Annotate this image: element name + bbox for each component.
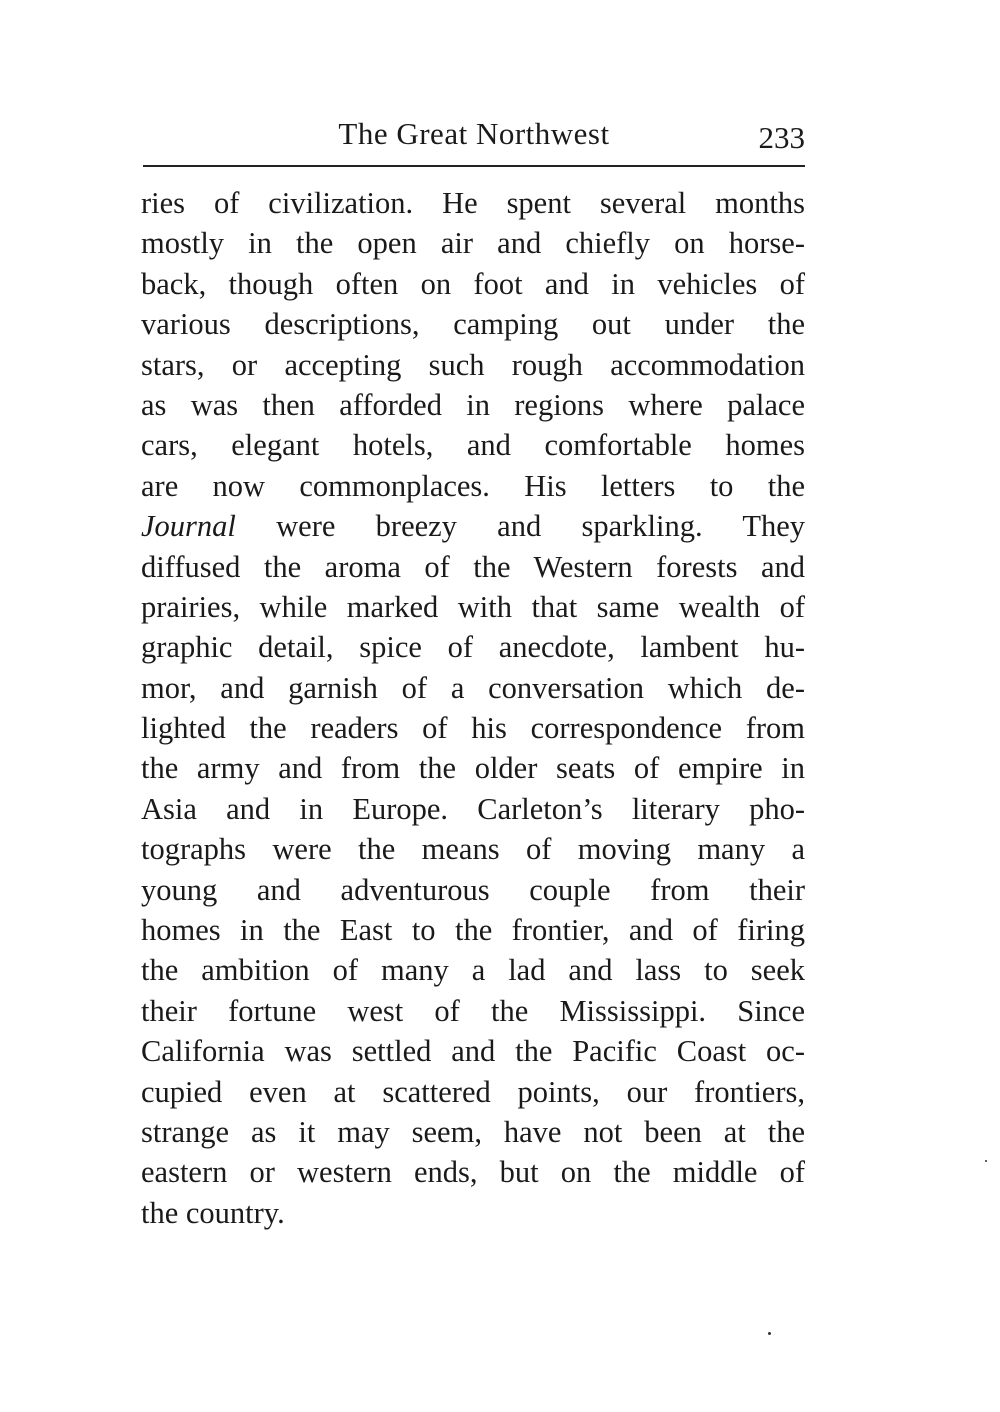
text-line: as was then afforded in regions where palace — [141, 387, 805, 422]
text-line: the army and from the older seats of empire in — [141, 751, 805, 786]
text-line: their fortune west of the Mississippi. Since — [141, 993, 805, 1028]
text-line: various descriptions, camping out under the — [141, 307, 805, 342]
text-line: back, though often on foot and in vehicles of — [141, 266, 805, 301]
text-line: California was settled and the Pacific Coast oc- — [141, 1034, 805, 1069]
text-line: graphic detail, spice of anecdote, lambent hu- — [141, 630, 805, 665]
running-head — [143, 112, 805, 156]
text-line: tographs were the means of moving many a — [141, 832, 805, 867]
text-line: eastern or western ends, but on the middle of — [141, 1155, 805, 1190]
print-speck — [985, 1160, 987, 1162]
print-speck — [768, 1332, 771, 1335]
text-line: diffused the aroma of the Western forests and — [141, 549, 805, 584]
text-line: strange as it may seem, have not been at the — [141, 1114, 805, 1149]
text-line-last: the country. — [141, 1195, 285, 1230]
running-title: The Great Northwest — [338, 116, 610, 151]
text-line: homes in the East to the frontier, and of firing — [141, 913, 805, 948]
text-line: the ambition of many a lad and lass to seek — [141, 953, 805, 988]
body-paragraph — [141, 183, 805, 1233]
text-line: cars, elegant hotels, and comfortable homes — [141, 428, 805, 463]
text-line: stars, or accepting such rough accommodation — [141, 347, 805, 382]
text-line: mor, and garnish of a conversation which de- — [141, 670, 805, 705]
text-line: lighted the readers of his correspondence from — [141, 711, 805, 746]
text-line: Asia and in Europe. Carleton’s literary pho- — [141, 791, 805, 826]
header-rule — [143, 165, 805, 167]
text-line: prairies, while marked with that same wealth of — [141, 589, 805, 624]
text-line: Journal were breezy and sparkling. They — [141, 509, 805, 544]
text-line: mostly in the open air and chiefly on horse- — [141, 226, 805, 261]
text-line: are now commonplaces. His letters to the — [141, 468, 805, 503]
text-line: young and adventurous couple from their — [141, 872, 805, 907]
text-line: cupied even at scattered points, our frontiers, — [141, 1074, 805, 1109]
text-line: ries of civilization. He spent several months — [141, 186, 805, 220]
page-number: 233 — [758, 120, 805, 155]
journal-title-italic: Journal — [141, 509, 236, 544]
